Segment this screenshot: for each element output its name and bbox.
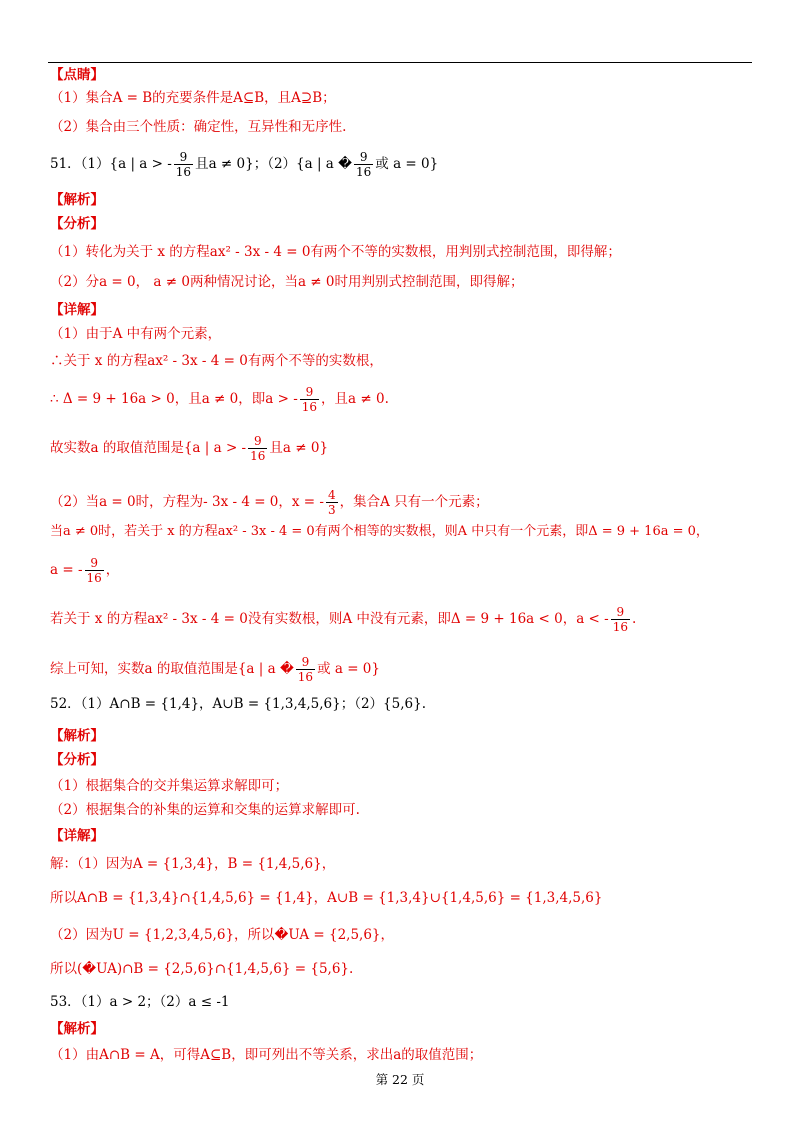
fraction: $\frac{4}{3}$ xyxy=(327,488,336,517)
analysis-line-2: （2）分a = 0， a ≠ 0两种情况讨论，当a ≠ 0时用判别式控制范围，即得解； xyxy=(50,274,524,290)
fraction: $\frac{9}{16}$ xyxy=(356,150,372,179)
page-number: 第 22 页 xyxy=(375,1072,425,1087)
xiangjie-heading-2: 【详解】 xyxy=(50,828,104,844)
xiangjie-heading: 【详解】 xyxy=(50,302,104,318)
analysis-52-line-2: （2）根据集合的补集的运算和交集的运算求解即可. xyxy=(50,802,360,818)
detail-line-5: （2）当a = 0时，方程为- 3x - 4 = 0，x = - $\frac{4}{3}$ ，集合A 只有一个元素； xyxy=(50,488,489,517)
detail-line-8: 若关于 x 的方程ax² - 3x - 4 = 0没有实数根，则A 中没有元素，即Δ = 9 + 16a < 0，a < - $\frac{9}{16}$ . xyxy=(50,605,637,634)
answer-51-part-b: 且a ≠ 0}；（2）{a | a � xyxy=(195,156,352,172)
answer-51 xyxy=(50,150,438,179)
detail-line-2: ∴关于 x 的方程ax² - 3x - 4 = 0有两个不等的实数根， xyxy=(50,353,383,369)
answer-51-part-a: 51．（1）{a | a > - xyxy=(50,156,172,172)
dianjing-heading: 【点睛】 xyxy=(50,67,104,83)
answer-53: 53．（1）a > 2；（2）a ≤ -1 xyxy=(50,994,230,1010)
note-line-2: （2）集合由三个性质：确定性，互异性和无序性. xyxy=(50,119,347,135)
fraction: $\frac{9}{16}$ xyxy=(301,385,318,414)
detail-line-3: ∴ Δ = 9 + 16a > 0，且a ≠ 0，即a > - $\frac{9}{16}$ ，且a ≠ 0. xyxy=(50,385,389,414)
detail-52-line-2: 所以A∩B = {1,3,4}∩{1,4,5,6} = {1,4}，A∪B = {1,3,4}∪{1,4,5,6} = {1,3,4,5,6} xyxy=(50,890,603,906)
fraction: $\frac{9}{16}$ xyxy=(612,605,628,634)
note-line-1: （1）集合A = B的充要条件是A⊆B，且A⊇B； xyxy=(50,90,336,106)
analysis-line-1: （1）转化为关于 x 的方程ax² - 3x - 4 = 0有两个不等的实数根，用判别式控制范围，即得解； xyxy=(50,244,621,260)
fraction: $\frac{9}{16}$ xyxy=(297,655,314,684)
fenxi-heading-2: 【分析】 xyxy=(50,752,104,768)
detail-line-7: a = - $\frac{9}{16}$ ， xyxy=(50,556,120,585)
jiexi-heading-2: 【解析】 xyxy=(50,728,104,744)
detail-52-line-1: 解：（1）因为A = {1,3,4}，B = {1,4,5,6}， xyxy=(50,856,336,872)
fraction: $\frac{9}{16}$ xyxy=(175,150,192,179)
analysis-53-line-1: （1）由A∩B = A，可得A⊆B，即可列出不等关系，求出a的取值范围； xyxy=(50,1047,483,1063)
analysis-52-line-1: （1）根据集合的交并集运算求解即可； xyxy=(50,778,289,794)
jiexi-heading-3: 【解析】 xyxy=(50,1021,104,1037)
answer-52: 52．（1）A∩B = {1,4}，A∪B = {1,3,4,5,6}；（2）{5,6}. xyxy=(50,696,426,712)
detail-line-9: 综上可知，实数a 的取值范围是{a | a � $\frac{9}{16}$ 或 a = 0} xyxy=(50,655,380,684)
fraction: $\frac{9}{16}$ xyxy=(250,434,266,463)
fenxi-heading: 【分析】 xyxy=(50,216,104,232)
detail-line-4: 故实数a 的取值范围是{a | a > - $\frac{9}{16}$ 且a ≠ 0} xyxy=(50,434,329,463)
detail-line-6: 当a ≠ 0时，若关于 x 的方程ax² - 3x - 4 = 0有两个相等的实数根，则A 中只有一个元素，即Δ = 9 + 16a = 0， xyxy=(50,524,709,539)
detail-52-line-3: （2）因为U = {1,2,3,4,5,6}，所以�UA = {2,5,6}， xyxy=(50,927,395,943)
detail-line-1: （1）由于A 中有两个元素， xyxy=(50,326,222,342)
detail-52-line-4: 所以(�UA)∩B = {2,5,6}∩{1,4,5,6} = {5,6}. xyxy=(50,961,354,977)
answer-51-part-c: 或 a = 0} xyxy=(375,156,439,172)
jiexi-heading: 【解析】 xyxy=(50,192,104,208)
fraction: $\frac{9}{16}$ xyxy=(86,556,102,585)
header-rule xyxy=(48,62,752,63)
